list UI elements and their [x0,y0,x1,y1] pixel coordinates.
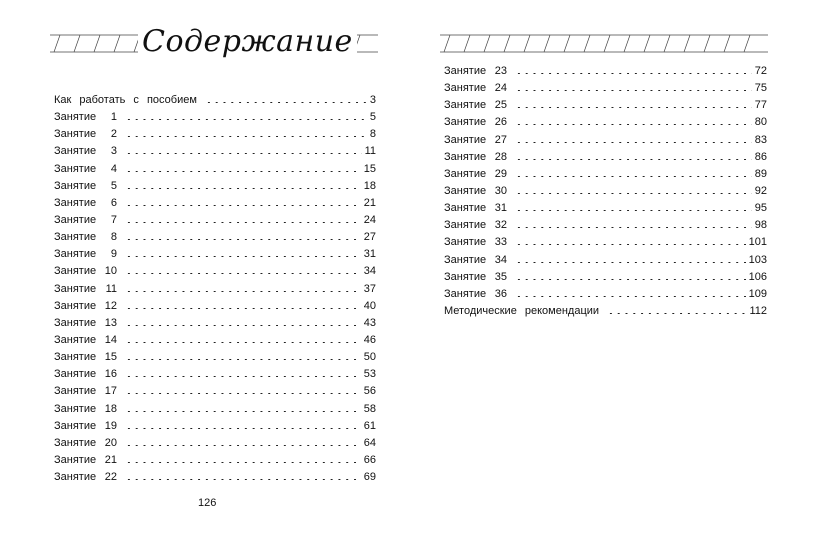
toc-entry-page-number: 69 [363,471,376,484]
toc-entry-page-number: 77 [754,99,767,112]
dot-leader [515,176,752,177]
dot-leader [125,153,362,154]
toc-entry-title [444,80,507,97]
toc-entry-page-number: 56 [363,385,376,398]
dot-leader [125,136,367,137]
dot-leader [125,462,361,463]
toc-entry-title [54,263,117,280]
dot-leader [125,359,361,360]
toc-entry [444,114,767,131]
toc-entry-page-number: 72 [754,65,767,78]
toc-entry-lesson-number: 9 [110,248,117,261]
toc-entry-title [444,149,507,166]
dot-leader [125,239,361,240]
toc-entry-page-number: 8 [369,128,376,141]
toc-entry [444,132,767,149]
toc-entry-label: Занятие [54,351,97,364]
dot-leader [205,102,367,103]
toc-entry-label: Занятие [54,316,97,329]
toc-entry-lesson-number: 32 [494,219,507,232]
toc-entry [54,263,376,280]
toc-entry-lesson-number: 10 [104,265,117,278]
toc-entry-page-number: 40 [363,299,376,312]
dot-leader [125,256,361,257]
toc-entry [54,298,376,315]
toc-entry [444,63,767,80]
toc-entry-page-number: 18 [363,179,376,192]
toc-entry [54,418,376,435]
toc-entry-title [54,229,117,246]
right-page [410,0,819,537]
toc-entry [54,126,376,143]
toc-entry-page-number: 58 [363,402,376,415]
toc-entry-title [54,401,117,418]
toc-entry-label: Занятие [444,65,487,78]
toc-entry-title [444,166,507,183]
toc-entry-title [444,183,507,200]
toc-entry-label: Занятие [444,185,487,198]
toc-entry-lesson-number: 26 [494,116,507,129]
toc-entry-title [444,217,507,234]
toc-entry-lesson-number: 17 [104,385,117,398]
toc-entry-lesson-number: 25 [494,99,507,112]
toc-entry-lesson-number: 31 [494,202,507,215]
toc-entry-lesson-number: 7 [110,214,117,227]
toc-entry-lesson-number: 24 [494,82,507,95]
toc-entry-title [444,132,507,149]
toc-entry-lesson-number: 6 [110,196,117,209]
toc-entry [54,383,376,400]
toc-entry-lesson-number: 12 [104,299,117,312]
toc-entry-lesson-number: 8 [110,231,117,244]
toc-entry-label: Занятие [444,253,487,266]
toc-entry-title [444,303,599,320]
toc-entry-label: Занятие [54,471,97,484]
toc-entry-title [444,200,507,217]
dot-leader [515,296,746,297]
toc-entry-page-number: 92 [754,185,767,198]
toc-entry-title [54,469,117,486]
toc-entry [54,246,376,263]
toc-entry-label: Занятие [54,214,97,227]
toc-entry-page-number: 95 [754,202,767,215]
toc-entry-page-number: 11 [364,145,376,158]
toc-entry-page-number: 106 [748,270,767,283]
toc-entry-title [444,63,507,80]
dot-leader [515,142,752,143]
toc-entry [54,281,376,298]
toc-entry-lesson-number: 36 [494,287,507,300]
dot-leader [515,227,752,228]
toc-entry-page-number: 80 [754,116,767,129]
toc-entry-lesson-number: 11 [105,282,117,295]
dot-leader [125,411,361,412]
toc-entry [54,401,376,418]
dot-leader [125,188,361,189]
toc-entry-label: Занятие [444,270,487,283]
toc-entry-label: Занятие [444,236,487,249]
toc-entry [444,183,767,200]
toc-entry-lesson-number: 22 [104,471,117,484]
dot-leader [515,73,752,74]
toc-entry-label: Занятие [444,219,487,232]
toc-entry [444,234,767,251]
toc-entry-page-number: 5 [369,111,376,124]
dot-leader [125,445,361,446]
toc-entry [54,452,376,469]
toc-entry-label: Занятие [54,111,97,124]
toc-entry-lesson-number: 3 [110,145,117,158]
toc-entry-label: Занятие [444,133,487,146]
toc-entry-lesson-number: 4 [110,162,117,175]
toc-entry-title [54,383,117,400]
toc-entry [444,217,767,234]
toc-entry-title [54,332,117,349]
dot-leader [125,222,361,223]
toc-entry [54,349,376,366]
toc-entry [54,92,376,109]
toc-entry [54,469,376,486]
toc-entry [444,286,767,303]
toc-entry-title [444,114,507,131]
toc-entry-page-number: 89 [754,167,767,180]
toc-entry-title [54,126,117,143]
toc-entry-page-number: 53 [363,368,376,381]
toc-entry-title [444,269,507,286]
toc-entry-title [54,143,117,160]
toc-entry-label: Занятие [54,196,97,209]
dot-leader [125,119,367,120]
toc-entry-page-number: 103 [748,253,767,266]
toc-entry-lesson-number: 19 [104,419,117,432]
toc-entry-label: Занятие [54,385,97,398]
toc-entry-page-number: 15 [363,162,376,175]
dot-leader [515,262,746,263]
dot-leader [125,479,361,480]
toc-entry-page-number: 61 [363,419,376,432]
toc-entry-page-number: 24 [363,214,376,227]
dot-leader [125,428,361,429]
dot-leader [125,205,361,206]
toc-entry-label: Занятие [444,116,487,129]
toc-entry-lesson-number: 21 [104,454,117,467]
toc-entry [54,161,376,178]
toc-entry-label: Занятие [54,299,97,312]
toc-entry-title [444,286,507,303]
toc-entry-label: Занятие [54,419,97,432]
toc-entry-page-number: 21 [363,196,376,209]
toc-entry [444,80,767,97]
toc-entry-page-number: 98 [754,219,767,232]
toc-entry [54,315,376,332]
toc-entry-label: Занятие [54,334,97,347]
toc-entry [444,149,767,166]
toc-entry-lesson-number: 23 [494,65,507,78]
toc-entry-lesson-number: 29 [494,167,507,180]
toc-entry-page-number: 31 [363,248,376,261]
toc-list-right [444,63,767,320]
toc-entry-page-number: 27 [363,231,376,244]
toc-entry-title [54,298,117,315]
toc-entry-label: Занятие [444,167,487,180]
toc-entry-page-number: 112 [749,305,767,318]
toc-entry-lesson-number: 30 [494,185,507,198]
toc-entry-title [54,246,117,263]
dot-leader [515,124,752,125]
toc-entry-label: Занятие [54,179,97,192]
toc-entry-lesson-number: 33 [494,236,507,249]
toc-entry-page-number: 109 [748,287,767,300]
dot-leader [515,193,752,194]
toc-entry-lesson-number: 34 [494,253,507,266]
toc-entry-title [444,97,507,114]
toc-entry [444,269,767,286]
toc-entry-title [54,435,117,452]
toc-entry-lesson-number: 28 [494,150,507,163]
toc-entry [54,143,376,160]
toc-entry-label: Занятие [54,128,97,141]
toc-entry-lesson-number: 5 [110,179,117,192]
toc-entry [54,332,376,349]
toc-entry-page-number: 75 [754,82,767,95]
toc-entry-label: Занятие [444,287,487,300]
toc-entry-label: Занятие [54,454,97,467]
toc-entry-lesson-number: 15 [104,351,117,364]
toc-entry-page-number: 43 [363,316,376,329]
dot-leader [607,313,746,314]
toc-entry [54,178,376,195]
toc-entry-title [54,212,117,229]
dot-leader [125,342,361,343]
dot-leader [125,171,361,172]
toc-entry-label: Занятие [444,202,487,215]
dot-leader [125,273,361,274]
toc-entry-lesson-number: 2 [110,128,117,141]
toc-entry-label: Занятие [54,282,97,295]
dot-leader [515,279,746,280]
toc-entry-label: Занятие [54,436,97,449]
toc-entry-title [54,92,197,109]
dot-leader [125,325,361,326]
toc-entry-label: Занятие [54,162,97,175]
toc-entry-page-number: 86 [754,150,767,163]
toc-entry-label: Методические рекомендации [444,305,600,318]
toc-entry [54,195,376,212]
toc-entry-label: Как работать с пособием [54,94,197,107]
toc-entry-lesson-number: 16 [104,368,117,381]
page-title: Содержание [138,24,357,59]
toc-entry-page-number: 50 [363,351,376,364]
toc-entry-title [54,315,117,332]
toc-entry-label: Занятие [54,231,97,244]
toc-entry-title [54,452,117,469]
toc-entry-lesson-number: 20 [104,436,117,449]
dot-leader [515,107,752,108]
dot-leader [515,90,752,91]
toc-entry [444,97,767,114]
toc-entry-page-number: 34 [363,265,376,278]
toc-entry-lesson-number: 13 [104,316,117,329]
toc-entry-title [54,349,117,366]
toc-entry-title [444,252,507,269]
dot-leader [515,210,752,211]
toc-entry-lesson-number: 35 [494,270,507,283]
toc-entry-lesson-number: 27 [494,133,507,146]
dot-leader [515,244,746,245]
toc-entry-lesson-number: 14 [104,334,117,347]
toc-entry [444,303,767,320]
toc-entry-label: Занятие [444,82,487,95]
toc-entry [444,252,767,269]
toc-entry [444,200,767,217]
toc-entry-title [54,366,117,383]
toc-entry-page-number: 37 [363,282,376,295]
toc-entry-page-number: 3 [369,94,376,107]
toc-entry-label: Занятие [444,99,487,112]
toc-entry [54,109,376,126]
toc-entry-label: Занятие [54,248,97,261]
toc-entry-label: Занятие [54,265,97,278]
toc-entry-label: Занятие [54,402,97,415]
toc-entry-title [54,195,117,212]
dot-leader [125,291,361,292]
toc-entry [54,229,376,246]
toc-entry-page-number: 46 [363,334,376,347]
toc-entry-title [54,109,117,126]
dot-leader [125,393,361,394]
toc-entry-title [54,418,117,435]
toc-entry [54,366,376,383]
toc-entry [54,435,376,452]
toc-entry [54,212,376,229]
toc-entry-title [54,281,117,298]
dot-leader [125,376,361,377]
toc-entry-label: Занятие [54,145,97,158]
toc-entry-page-number: 101 [748,236,767,249]
toc-entry-title [54,161,117,178]
toc-entry-lesson-number: 18 [104,402,117,415]
toc-entry [444,166,767,183]
toc-entry-title [54,178,117,195]
dot-leader [515,159,752,160]
page-number: 126 [198,497,217,509]
toc-entry-page-number: 83 [754,133,767,146]
toc-entry-page-number: 64 [363,436,376,449]
handwriting-guide-lines-right [410,0,819,70]
dot-leader [125,308,361,309]
toc-entry-label: Занятие [444,150,487,163]
toc-entry-page-number: 66 [363,454,376,467]
toc-list-left [54,92,376,486]
toc-entry-label: Занятие [54,368,97,381]
toc-entry-lesson-number: 1 [110,111,117,124]
toc-entry-title [444,234,507,251]
